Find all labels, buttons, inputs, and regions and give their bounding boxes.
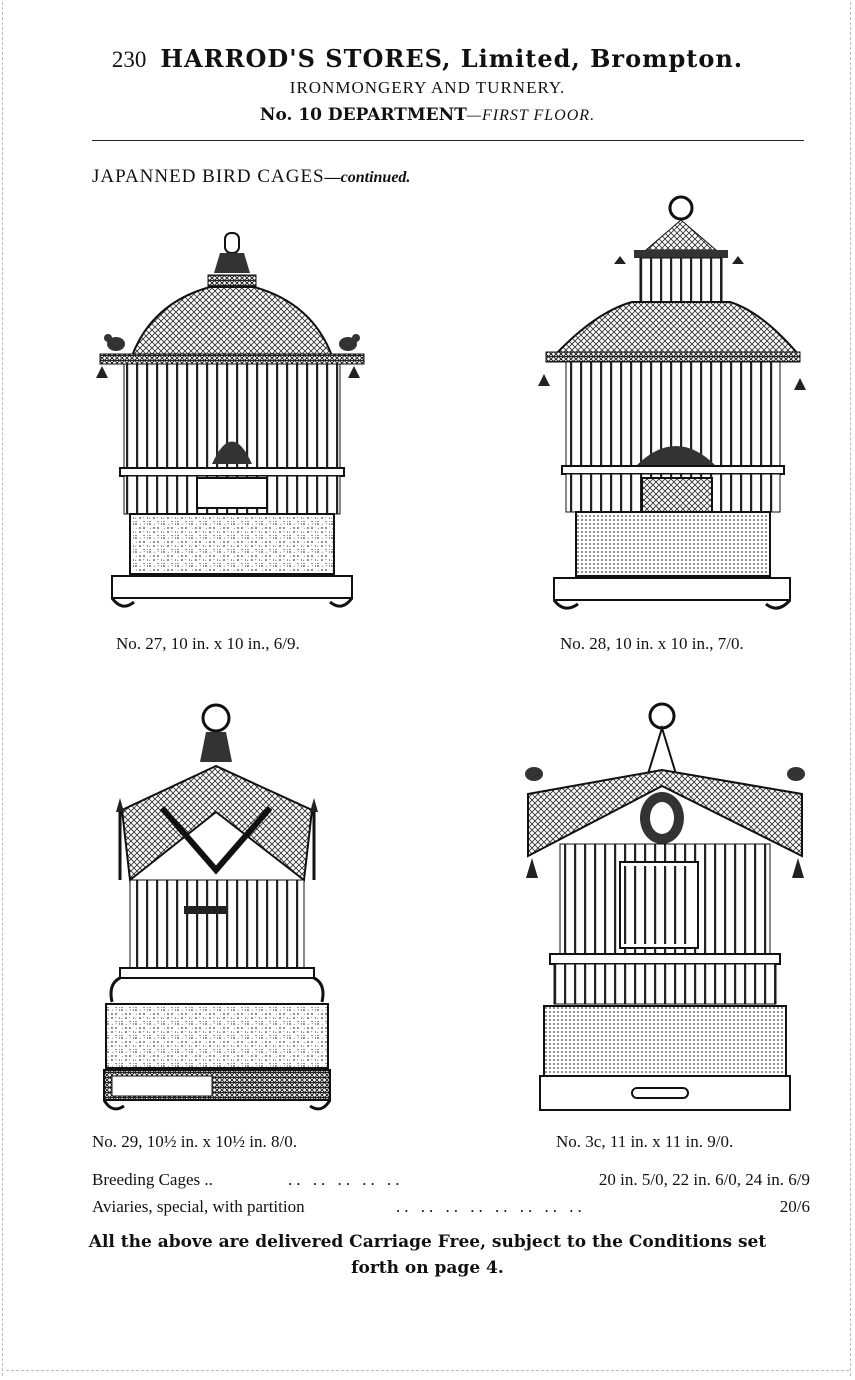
bird-cage-28-illustration — [536, 194, 808, 620]
bottom-rule — [6, 1370, 849, 1371]
bird-cage-30-illustration — [520, 698, 810, 1122]
footer-note-line-2: forth on page 4. — [351, 1258, 504, 1278]
price-row-price: 20/6 — [779, 1197, 810, 1216]
leader-dots: .. .. .. .. .. .. .. .. — [396, 1197, 586, 1216]
cage-28-caption: No. 28, 10 in. x 10 in., 7/0. — [560, 634, 744, 653]
price-row-label: Aviaries, special, with partition — [92, 1197, 305, 1216]
section-title-text: JAPANNED BIRD CAGES — [92, 166, 325, 187]
price-row-label: Breeding Cages .. — [92, 1170, 213, 1189]
section-title — [92, 166, 410, 188]
department-line: IRONMONGERY AND TURNERY. — [289, 78, 566, 97]
cage-29-caption: No. 29, 10½ in. x 10½ in. 8/0. — [92, 1132, 297, 1151]
bird-cage-27-illustration — [92, 228, 372, 620]
cage-27-caption: No. 27, 10 in. x 10 in., 6/9. — [116, 634, 300, 653]
page-header — [0, 44, 855, 73]
price-row-price: 20 in. 5/0, 22 in. 6/0, 24 in. 6/9 — [598, 1170, 810, 1189]
section-continued: —continued. — [324, 169, 411, 186]
department-number: No. 10 DEPARTMENT — [259, 105, 467, 125]
store-name: HARROD'S STORES, Limited, Brompton. — [160, 44, 744, 73]
department-floor: —FIRST FLOOR. — [466, 107, 596, 124]
bird-cage-29-illustration — [92, 700, 342, 1124]
bird-ornament-icon — [104, 334, 125, 351]
footer-note-line-1: All the above are delivered Carriage Free, subject to the Conditions set — [88, 1232, 767, 1252]
header-rule — [92, 140, 804, 141]
page-number: 230 — [111, 47, 147, 72]
department-heading — [0, 104, 855, 125]
cage-30-caption: No. 3c, 11 in. x 11 in. 9/0. — [556, 1132, 734, 1151]
leader-dots: .. .. .. .. .. — [288, 1170, 404, 1189]
